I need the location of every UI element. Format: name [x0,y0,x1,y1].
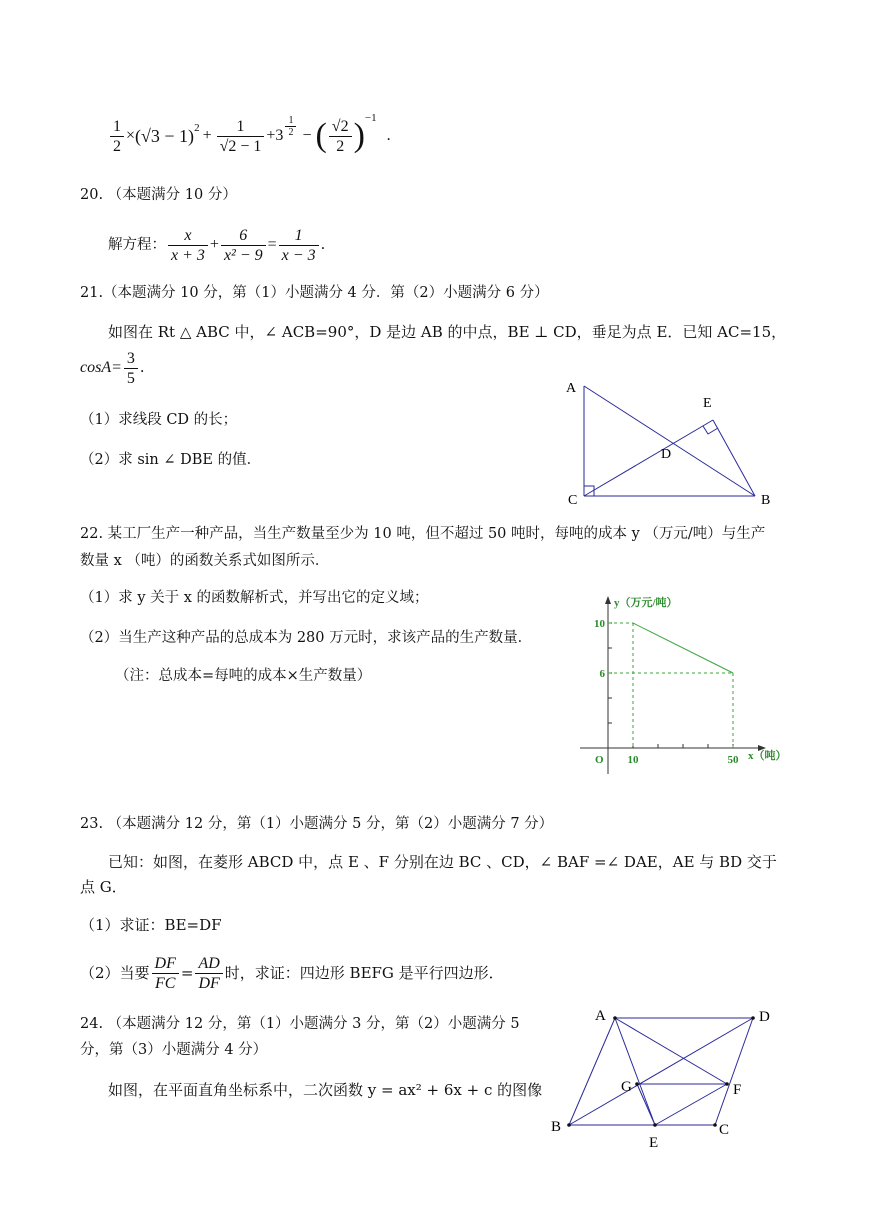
expression-19: $\frac{1}{2}$ × (√3 − 1) $^2$ + $\frac{1}{√2 - 1}$ +3 $\frac{1}{2}$ − ( $\frac{√2}{2}$ ) $^{-1}$ . [108,108,391,164]
y-axis-label: y（万元/吨） [614,597,678,609]
half-fraction: $\frac{1}{2}$ [110,117,124,156]
series-line [633,623,733,673]
exponent-half: $\frac{1}{2}$ [285,115,296,138]
q22-text2: 数量 x （吨）的函数关系式如图所示． [80,553,330,569]
label-B: B [761,493,771,508]
q23-text2: 点 G． [80,878,127,896]
label-F: F [733,1082,742,1098]
q21-text: 如图在 Rt △ ABC 中，∠ ACB=90°，D 是边 AB 的中点，BE ⊥ CD，垂足为点 E．已知 AC=15， [108,323,787,341]
q22-note: （注：总成本=每吨的成本×生产数量） [115,668,372,684]
x-axis-label: x（吨） [748,750,787,762]
q22-part1: （1）求 y 关于 x 的函数解析式，并写出它的定义域； [80,590,429,606]
q21-header: 21.（本题满分 10 分，第（1）小题满分 4 分．第（2）小题满分 6 分） [80,285,549,301]
x-tick-label-10: 10 [627,754,639,766]
label-C: C [568,493,578,508]
triangle-figure [560,372,790,512]
q22-text1: 22. 某工厂生产一种产品，当生产数量至少为 10 吨，但不超过 50 吨时，每吨的成本 y （万元/吨）与生产 [80,526,766,542]
reciprocal-fraction: $\frac{1}{√2 - 1}$ [217,117,265,156]
q24-header1: 24. （本题满分 12 分，第（1）小题满分 3 分，第（2）小题满分 5 [80,1016,520,1032]
cost-chart [580,592,800,782]
label-A: A [595,1008,606,1024]
y-axis-arrow [605,596,611,604]
label-C: C [719,1122,730,1138]
rhombus-figure [545,1005,785,1150]
sqrt3-minus-1: (√3 − 1) [135,126,195,146]
q23-text1: 已知：如图，在菱形 ABCD 中，点 E 、F 分别在边 BC 、CD，∠ BAF =∠ DAE，AE 与 BD 交于 [108,853,777,871]
q24-header2: 分，第（3）小题满分 4 分） [80,1042,268,1058]
q22-part2: （2）当生产这种产品的总成本为 280 万元时，求该产品的生产数量． [80,630,533,646]
x-tick-label-50: 50 [727,754,739,766]
label-E: E [649,1135,659,1150]
q21-part1: （1）求线段 CD 的长； [80,412,238,428]
y-tick-label-6: 6 [599,668,605,680]
label-E: E [703,396,712,411]
q24-text1: 如图，在平面直角坐标系中，二次函数 y = ax² + 6x + c 的图像 [108,1081,543,1099]
label-G: G [621,1079,632,1095]
label-B: B [551,1119,562,1135]
q20-equation: 解方程： $\frac{x}{x + 3}$ + $\frac{6}{\text{x² − 9}}$ = $\frac{1}{x - 3}$ . [108,226,326,264]
q23-header: 23. （本题满分 12 分，第（1）小题满分 5 分，第（2）小题满分 7 分） [80,816,554,832]
label-D: D [759,1009,770,1025]
label-A: A [566,381,577,396]
q23-part1: （1）求证：BE=DF [80,916,222,934]
q20-header: 20. （本题满分 10 分） [80,187,237,203]
q23-part2: （2）当要 $\frac{DF}{FC}$ = $\frac{AD}{DF}$ 时，求证：四边形 BEFG 是平行四边形． [80,954,504,992]
origin-label: O [595,754,604,766]
sqrt2-over-2: $\frac{√2}{2}$ [329,117,352,156]
q21-cos: cosA= $\frac{3}{5}$ . [80,349,145,387]
q21-part2: （2）求 sin ∠ DBE 的值． [80,452,262,468]
label-D: D [661,447,672,462]
y-tick-label-10: 10 [594,618,605,630]
